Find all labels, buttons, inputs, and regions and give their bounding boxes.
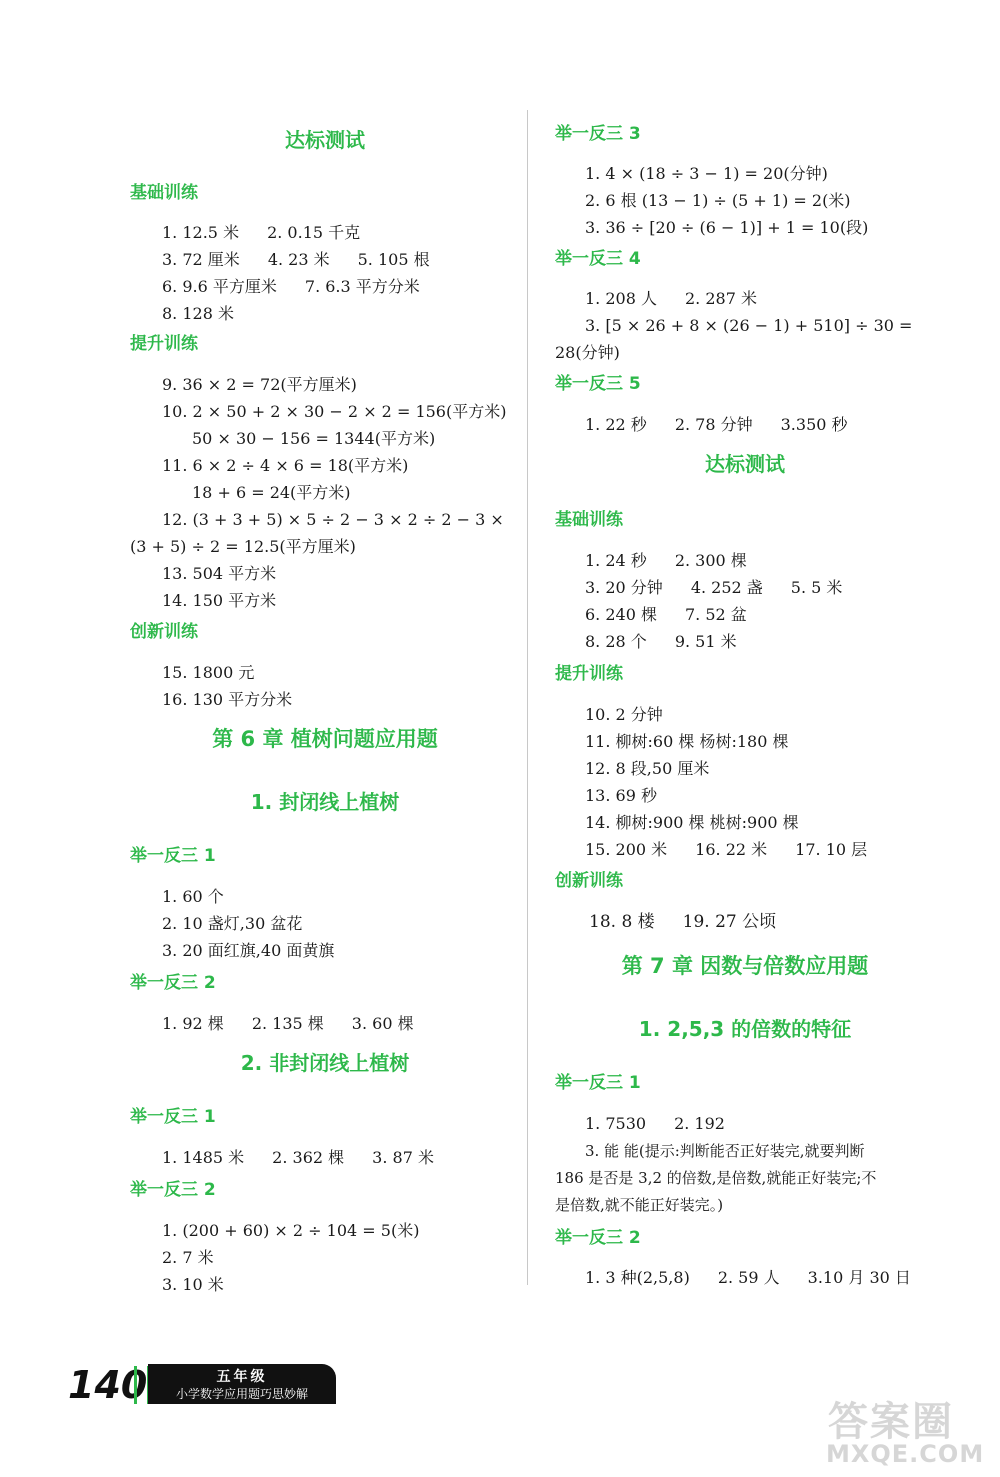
subheading: 提升训练 [130, 334, 198, 354]
answer-line: 18. 8 楼 19. 27 公顷 [589, 912, 777, 932]
answer-line: 6. 240 棵 7. 52 盆 [585, 605, 747, 624]
answer-line: 13. 504 平方米 [162, 564, 277, 583]
answer-line: 18 + 6 = 24(平方米) [192, 483, 351, 502]
answer-line: (3 + 5) ÷ 2 = 12.5(平方厘米) [130, 537, 356, 556]
answer-line: 6. 9.6 平方厘米 7. 6.3 平方分米 [162, 277, 420, 296]
answer-line: 12. (3 + 3 + 5) × 5 ÷ 2 − 3 × 2 ÷ 2 − 3 × [162, 510, 504, 529]
answer-line: 3. 36 ÷ [20 ÷ (6 − 1)] + 1 = 10(段) [585, 218, 869, 237]
subheading: 举一反三 2 [130, 973, 216, 993]
answer-line: 13. 69 秒 [585, 786, 657, 805]
answer-line: 1. 24 秒 2. 300 棵 [585, 551, 747, 570]
answer-line: 1. 22 秒 2. 78 分钟 3.350 秒 [585, 415, 848, 434]
section-title: 2. 非封闭线上植树 [240, 1051, 410, 1075]
subheading: 基础训练 [130, 183, 198, 203]
answer-line: 3. [5 × 26 + 8 × (26 − 1) + 510] ÷ 30 = [585, 316, 913, 335]
subheading: 举一反三 1 [130, 846, 216, 866]
answer-line: 3. 72 厘米 4. 23 米 5. 105 根 [162, 250, 430, 269]
chapter-title: 第 6 章 植树问题应用题 [212, 727, 438, 751]
chapter-title: 第 7 章 因数与倍数应用题 [621, 954, 869, 978]
subheading: 提升训练 [555, 664, 623, 684]
answer-line: 14. 150 平方米 [162, 591, 277, 610]
answer-line: 1. 208 人 2. 287 米 [585, 289, 757, 308]
answer-line: 3. 10 米 [162, 1275, 224, 1294]
answer-line: 186 是否是 3,2 的倍数,是倍数,就能正好装完;不 [555, 1169, 877, 1187]
answer-line: 1. 4 × (18 ÷ 3 − 1) = 20(分钟) [585, 164, 828, 183]
answer-line: 16. 130 平方分米 [162, 690, 293, 709]
answer-line: 8. 128 米 [162, 304, 234, 323]
section-title: 1. 封闭线上植树 [250, 790, 400, 814]
subheading: 基础训练 [555, 510, 623, 530]
series-title: 小学数学应用题巧思妙解 [175, 1387, 308, 1401]
section-title: 达标测试 [705, 452, 785, 476]
answer-line: 8. 28 个 9. 51 米 [585, 632, 737, 651]
answer-line: 1. 12.5 米 2. 0.15 千克 [162, 223, 361, 242]
column-divider [527, 110, 528, 1285]
section-title: 达标测试 [285, 128, 365, 152]
subheading: 举一反三 2 [130, 1180, 216, 1200]
answer-line: 3. 20 分钟 4. 252 盏 5. 5 米 [585, 578, 843, 597]
subheading: 举一反三 1 [555, 1073, 641, 1093]
subheading: 举一反三 4 [555, 249, 641, 269]
answer-line: 28(分钟) [555, 343, 620, 362]
answer-line: 15. 200 米 16. 22 米 17. 10 层 [585, 840, 868, 859]
answer-line: 3. 20 面红旗,40 面黄旗 [162, 941, 335, 960]
subheading: 创新训练 [555, 871, 623, 891]
answer-line: 15. 1800 元 [162, 663, 255, 682]
answer-line: 是倍数,就不能正好装完。) [555, 1196, 724, 1214]
subheading: 举一反三 1 [130, 1107, 216, 1127]
answer-line: 1. 60 个 [162, 887, 224, 906]
subheading: 举一反三 3 [555, 124, 641, 144]
subheading: 创新训练 [130, 622, 198, 642]
answer-line: 2. 6 根 (13 − 1) ÷ (5 + 1) = 2(米) [585, 191, 851, 210]
answer-line: 12. 8 段,50 厘米 [585, 759, 710, 778]
section-title: 1. 2,5,3 的倍数的特征 [638, 1017, 852, 1041]
page-number: 140 [68, 1363, 148, 1407]
book-badge [148, 1364, 336, 1404]
answer-line: 1. 7530 2. 192 [585, 1114, 725, 1133]
watermark-line2: MXQE.COM [826, 1440, 985, 1468]
answer-line: 10. 2 分钟 [585, 705, 663, 724]
answer-line: 1. (200 + 60) × 2 ÷ 104 = 5(米) [162, 1221, 420, 1240]
answer-line: 1. 92 棵 2. 135 棵 3. 60 棵 [162, 1014, 414, 1033]
grade-label: 五年级 [216, 1369, 268, 1385]
answer-line: 11. 柳树:60 棵 杨树:180 棵 [585, 732, 789, 751]
answer-line: 2. 10 盏灯,30 盆花 [162, 914, 303, 933]
answer-line: 1. 1485 米 2. 362 棵 3. 87 米 [162, 1148, 434, 1167]
watermark [820, 1390, 990, 1470]
answer-line: 11. 6 × 2 ÷ 4 × 6 = 18(平方米) [162, 456, 409, 475]
watermark-line1: 答案圈 [828, 1399, 954, 1445]
answer-line: 50 × 30 − 156 = 1344(平方米) [192, 429, 436, 448]
subheading: 举一反三 5 [555, 374, 641, 394]
answer-line: 9. 36 × 2 = 72(平方厘米) [162, 375, 357, 394]
answer-line: 10. 2 × 50 + 2 × 30 − 2 × 2 = 156(平方米) [162, 402, 507, 421]
answer-line: 2. 7 米 [162, 1248, 214, 1267]
subheading: 举一反三 2 [555, 1228, 641, 1248]
answer-line: 14. 柳树:900 棵 桃树:900 棵 [585, 813, 799, 832]
answer-line: 3. 能 能(提示:判断能否正好装完,就要判断 [585, 1142, 865, 1160]
answer-line: 1. 3 种(2,5,8) 2. 59 人 3.10 月 30 日 [585, 1268, 911, 1287]
